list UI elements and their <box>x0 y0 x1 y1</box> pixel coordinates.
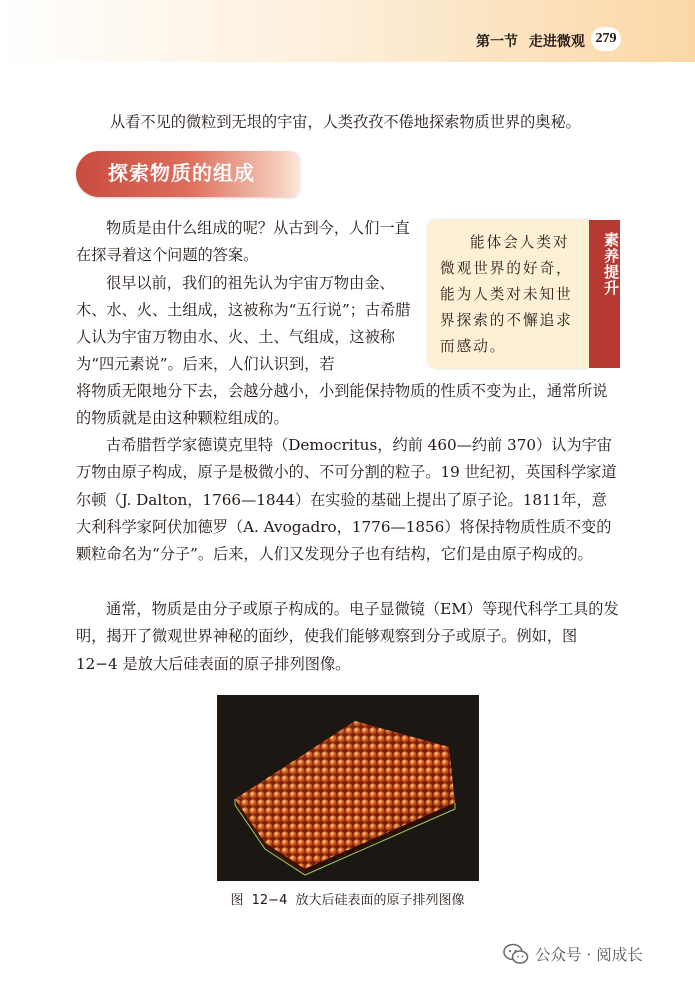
literacy-sidebar-text: 能体会人类对微观世界的好奇，能为人类对未知世界探索的不懈追求而感动。 <box>440 234 573 355</box>
wrapped-paragraphs <box>76 215 416 379</box>
silicon-atom-image <box>217 695 479 881</box>
section-heading: 第一节 走进微观 <box>476 34 585 50</box>
atom-surface-graphic <box>217 695 479 881</box>
watermark-text: 公众号 · 阅成长 <box>535 946 643 964</box>
wechat-icon <box>503 943 529 965</box>
intro-sentence: 从看不见的微粒到无垠的宇宙，人类孜孜不倦地探索物质世界的奥秘。 <box>110 113 581 131</box>
paragraph-1: 物质是由什么组成的呢？从古到今，人们一直在探寻着这个问题的答案。 <box>76 219 410 265</box>
figure-caption: 图 12−4 放大后硅表面的原子排列图像 <box>230 893 465 908</box>
literacy-tab-label: 素养提升 <box>602 232 620 296</box>
paragraph-2-continued: 将物质无限地分下去，会越分越小，小到能保持物质的性质不变为止，通常所说的物质就是由这种颗粒组成的。 <box>76 382 608 428</box>
section-title: 探索物质的组成 <box>108 161 255 185</box>
wechat-watermark <box>503 940 643 968</box>
page-number: 279 <box>591 27 621 51</box>
paragraph-2: 很早以前，我们的祖先认为宇宙万物由金、木、水、火、土组成，这被称为“五行说”；古希腊人认为宇宙万物由水、火、土、气组成，这被称为“四元素说”。后来，人们认识到，若 <box>76 273 411 374</box>
page-header <box>0 0 695 62</box>
paragraph-3: 古希腊哲学家德谟克里特（Democritus，约前 460—约前 370）认为宇宙万物由原子构成，原子是极微小的、不可分割的粒子。19 世纪初，英国科学家道尔顿（J. Dalton，1766—1844）在实验的基础上提出了原子论。1811年，意大利科学家阿伏加德罗（A. Avogadro，1776—1856）将保持物质性质不变的颗粒命名为“分子”。后来，人们又发现分子也有结构，它们是由原子构成的。 <box>76 436 617 564</box>
paragraph-4: 通常，物质是由分子或原子构成的。电子显微镜（EM）等现代科学工具的发明，揭开了微观世界神秘的面纱，使我们能够观察到分子或原子。例如，图 12−4 是放大后硅表面的原子排列图像。 <box>76 600 619 673</box>
